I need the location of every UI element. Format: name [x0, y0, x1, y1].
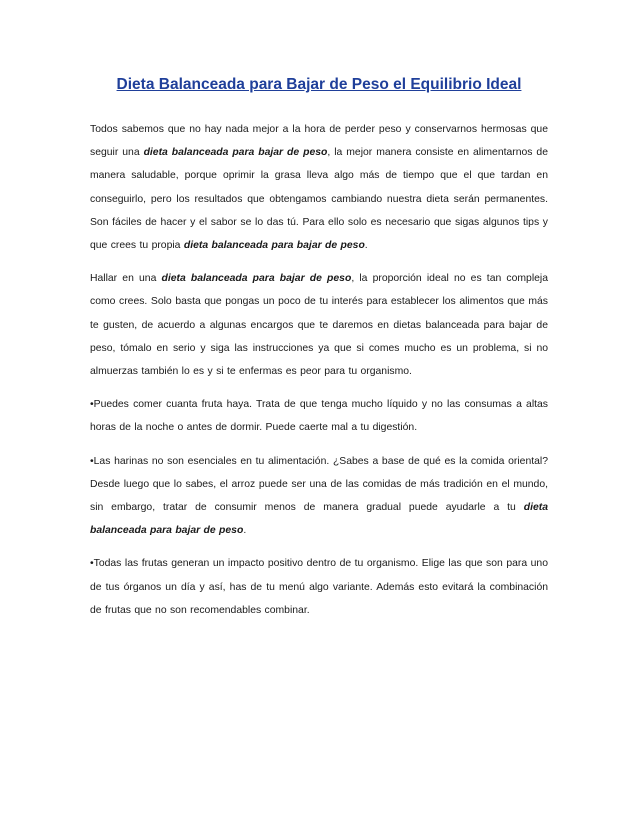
text-run: . [243, 525, 247, 537]
document-body [90, 118, 548, 632]
text-run: •Puedes comer cuanta fruta haya. Trata de que tenga mucho líquido y no las consumas a altas horas de la noche o antes de dormir. Puede caerte mal a tu digestión. [90, 399, 548, 434]
bullet-fruit [90, 393, 548, 439]
bullet-flour [90, 450, 548, 543]
text-run: . [364, 240, 368, 252]
page-title[interactable]: Dieta Balanceada para Bajar de Peso el Equilibrio Ideal [116, 76, 522, 93]
text-run: , la mejor manera consiste en alimentarnos de manera saludable, porque oprimir la grasa lleva algo más de tiempo que el que tardan en conseguirlo, pero los resultados que obtengamos cambiando nuestra dieta serán permanentes. Son fáciles de hacer y el sabor se lo das tú. Para ello solo es necesario que sigas algunos tips y que crees tu propia [90, 147, 548, 252]
text-run: Todos sabemos que no hay nada mejor a la hora de perder peso y conservarnos hermosas que seguir una [90, 124, 548, 159]
bullet-all-fruits [90, 552, 548, 622]
keyword-emphasis: dieta balanceada para bajar de peso [143, 147, 328, 159]
text-run: Hallar en una [90, 273, 162, 285]
paragraph-intro [90, 118, 548, 257]
keyword-emphasis: dieta balanceada para bajar de peso [161, 273, 352, 285]
text-run: •Todas las frutas generan un impacto positivo dentro de tu organismo. Elige las que son para uno de tus órganos un día y así, has de tu menú algo variante. Además esto evitará la combinación de frutas que no son recomendables combinar. [90, 558, 548, 616]
text-run: , la proporción ideal no es tan compleja como crees. Solo basta que pongas un poco de tu interés para establecer los alimentos que más te gusten, de acuerdo a algunas encargos que te daremos en dietas balanceada para bajar de peso, tómalo en serio y siga las instrucciones ya que si comes mucho es un problema, si no almuerzas también lo es y si te enfermas es peor para tu organismo. [90, 273, 548, 378]
text-run: •Las harinas no son esenciales en tu alimentación. ¿Sabes a base de qué es la comida oriental? Desde luego que lo sabes, el arroz puede ser una de las comidas de más tradición en el mundo, sin embargo, tratar de consumir menos de manera gradual puede ayudarle a tu [90, 455, 548, 514]
keyword-emphasis: dieta balanceada para bajar de peso [183, 240, 365, 252]
paragraph-proportion [90, 267, 548, 383]
keyword-emphasis: dieta balanceada para bajar de peso [90, 502, 548, 537]
